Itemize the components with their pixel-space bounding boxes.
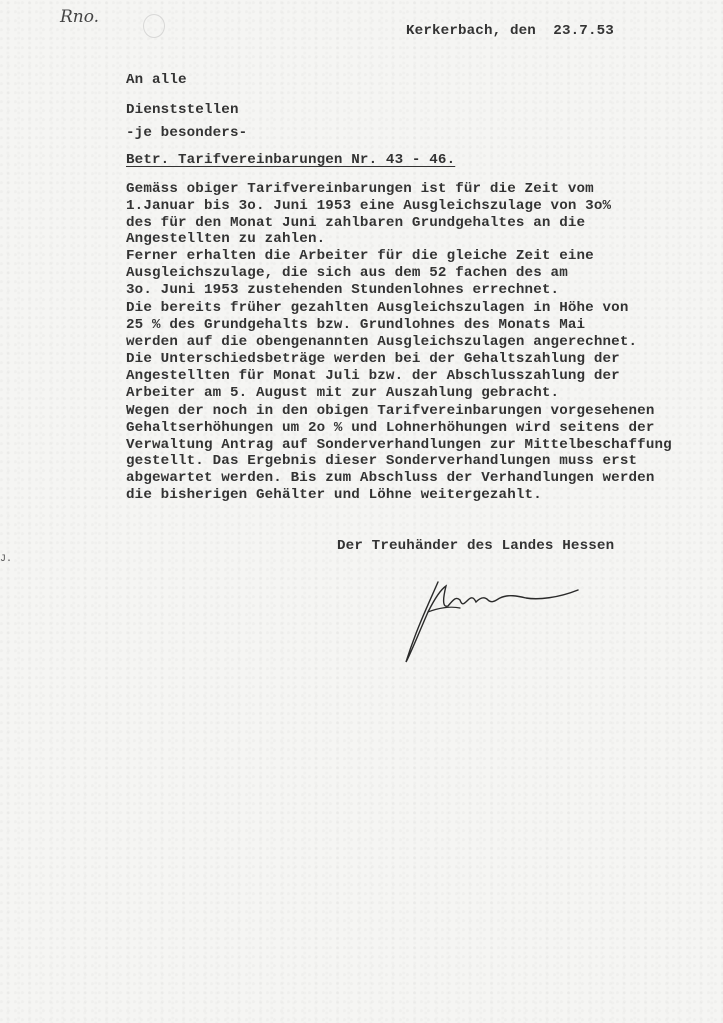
recipient-line-1: An alle — [126, 72, 187, 88]
handwritten-note: Rno. — [60, 7, 100, 27]
subject-line: Betr. Tarifvereinbarungen Nr. 43 - 46. — [126, 152, 456, 168]
margin-mark: J. — [0, 554, 13, 565]
recipient-line-3: -je besonders- — [126, 125, 248, 141]
recipient-line-2: Dienststellen — [126, 102, 239, 118]
closing-line: Der Treuhänder des Landes Hessen — [337, 538, 615, 554]
paragraph-2: Ferner erhalten die Arbeiter für die gleiche Zeit eine Ausgleichszulage, die sich aus dem 52 fachen des am 3o. Juni 1953 zustehenden Stundenlohnes errechnet. — [126, 248, 594, 298]
paragraph-4: Die Unterschiedsbeträge werden bei der Gehaltszahlung der Angestellten für Monat Juli bzw. der Abschlusszahlung der Arbeiter am 5. August mit zur Auszahlung gebracht. — [126, 351, 620, 401]
paragraph-5: Wegen der noch in den obigen Tarifvereinbarungen vorgesehenen Gehaltserhöhungen um 2o % und Lohnerhöhungen wird seitens der Verwaltung Antrag auf Sonderverhandlungen zur Mittelbeschaffung gestellt. Das Ergebnis dieser Sonderverhandlungen muss erst abgewartet werden. Bis zum Abschluss der Verhandlungen werden die bisherigen Gehälter und Löhne weitergezahlt. — [126, 403, 672, 503]
handwritten-signature — [398, 560, 588, 670]
faint-stamp-mark — [143, 14, 165, 38]
paragraph-3: Die bereits früher gezahlten Ausgleichszulagen in Höhe von 25 % des Grundgehalts bzw. Grundlohnes des Monats Mai werden auf die obengenannten Ausgleichszulagen angerechnet. — [126, 300, 638, 350]
paragraph-1: Gemäss obiger Tarifvereinbarungen ist für die Zeit vom 1.Januar bis 3o. Juni 1953 eine Ausgleichszulage von 3o% des für den Monat Juni zahlbaren Grundgehaltes an die Angestellten zu zahlen. — [126, 181, 612, 248]
place-date-line: Kerkerbach, den 23.7.53 — [406, 23, 614, 39]
